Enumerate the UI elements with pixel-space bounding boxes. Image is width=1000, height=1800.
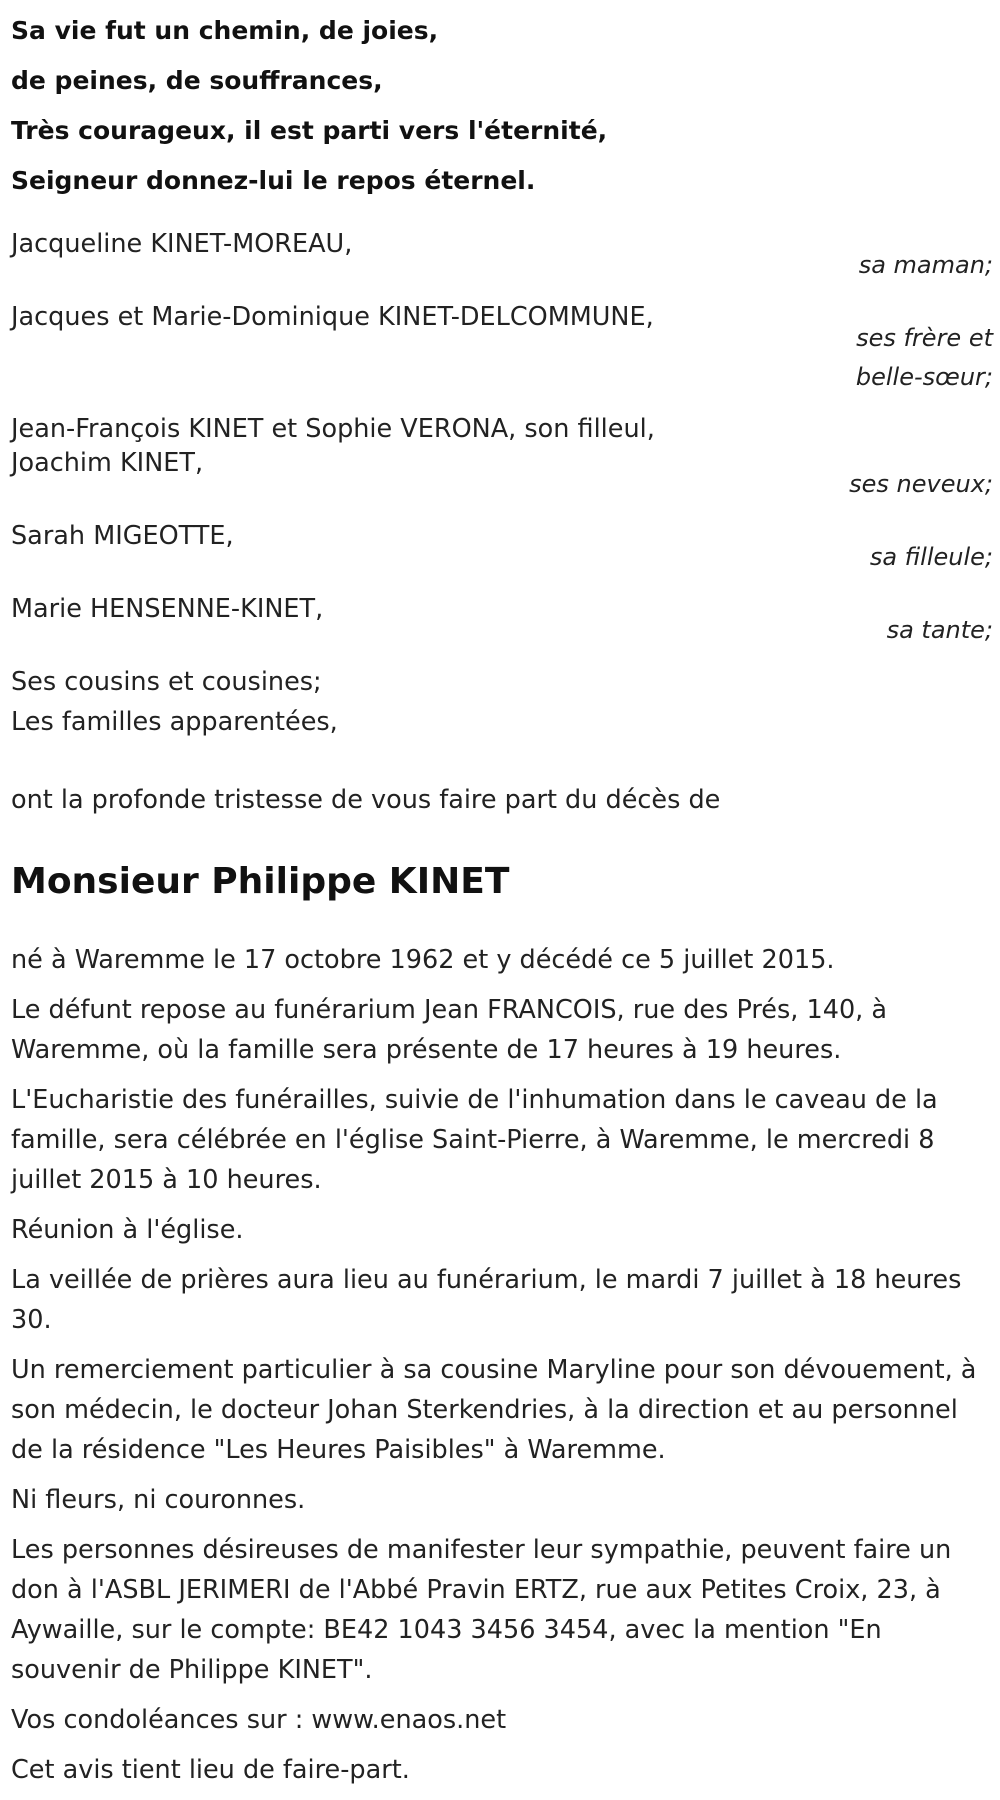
birth-death-dates: né à Waremme le 17 octobre 1962 et y décédé ce 5 juillet 2015.: [11, 945, 835, 975]
poem-line: de peines, de souffrances,: [11, 66, 383, 95]
family-list: [11, 224, 993, 742]
family-member-name: Joachim KINET,: [11, 448, 204, 478]
family-entry-brother: [11, 297, 993, 397]
family-member-name: Sarah MIGEOTTE,: [11, 521, 234, 551]
family-entry-aunt: [11, 589, 993, 650]
death-notice: [11, 0, 993, 1800]
family-entry-mother: [11, 224, 993, 285]
family-member-name: Jacqueline KINET-MOREAU,: [11, 229, 353, 259]
relation-line: sa maman;: [858, 251, 993, 279]
ceremony-paragraph: L'Eucharistie des funérailles, suivie de l'inhumation dans le caveau de la famille, sera célébrée en l'église Saint-Pierre, à Waremme, le mercredi 8 juillet 2015 à 10 heures.: [11, 1085, 938, 1195]
relation-line: ses frère et: [856, 324, 993, 352]
thanks-paragraph: Un remerciement particulier à sa cousine Maryline pour son dévouement, à son médecin, le docteur Johan Sterkendries, à la direction et au personnel de la résidence "Les Heures Paisibles" à Waremme.: [11, 1355, 977, 1465]
relation-line: belle-sœur;: [855, 363, 993, 391]
family-entry-nephews: [11, 409, 993, 504]
family-member-name: Jacques et Marie-Dominique KINET-DELCOMMUNE,: [11, 302, 654, 332]
poem-line: Sa vie fut un chemin, de joies,: [11, 16, 439, 45]
family-member-name: Jean-François KINET et Sophie VERONA, son filleul,: [11, 414, 655, 444]
donation-paragraph: Les personnes désireuses de manifester leur sympathie, peuvent faire un don à l'ASBL JERIMERI de l'Abbé Pravin ERTZ, rue aux Petites Croix, 23, à Aywaille, sur le compte: BE42 1043 3456 3454, avec la mention "En souvenir de Philippe KINET".: [11, 1535, 952, 1685]
relation-line: ses neveux;: [849, 470, 993, 498]
other-relatives: [11, 662, 993, 742]
relation-line: sa tante;: [886, 616, 993, 644]
poem: [11, 0, 993, 206]
relation-line: sa filleule;: [869, 543, 993, 571]
deceased-name: Monsieur Philippe KINET: [11, 861, 510, 902]
vigil-paragraph: La veillée de prières aura lieu au funérarium, le mardi 7 juillet à 18 heures 30.: [11, 1265, 962, 1335]
other-relatives-line: Ses cousins et cousines;: [11, 667, 322, 697]
family-member-name: Marie HENSENNE-KINET,: [11, 594, 324, 624]
notice-body: [11, 940, 993, 1790]
no-flowers-paragraph: Ni fleurs, ni couronnes.: [11, 1485, 306, 1515]
announcement: ont la profonde tristesse de vous faire part du décès de: [11, 785, 721, 815]
family-entry-goddaughter: [11, 516, 993, 577]
poem-line: Seigneur donnez-lui le repos éternel.: [11, 166, 536, 195]
meeting-paragraph: Réunion à l'église.: [11, 1215, 244, 1245]
funeral-home-paragraph: Le défunt repose au funérarium Jean FRANCOIS, rue des Prés, 140, à Waremme, où la famille sera présente de 17 heures à 19 heures.: [11, 995, 888, 1065]
condolences-paragraph: Vos condoléances sur : www.enaos.net: [11, 1705, 507, 1735]
closing-paragraph: Cet avis tient lieu de faire-part.: [11, 1755, 410, 1785]
poem-line: Très courageux, il est parti vers l'éternité,: [11, 116, 608, 145]
other-relatives-line: Les familles apparentées,: [11, 707, 338, 737]
